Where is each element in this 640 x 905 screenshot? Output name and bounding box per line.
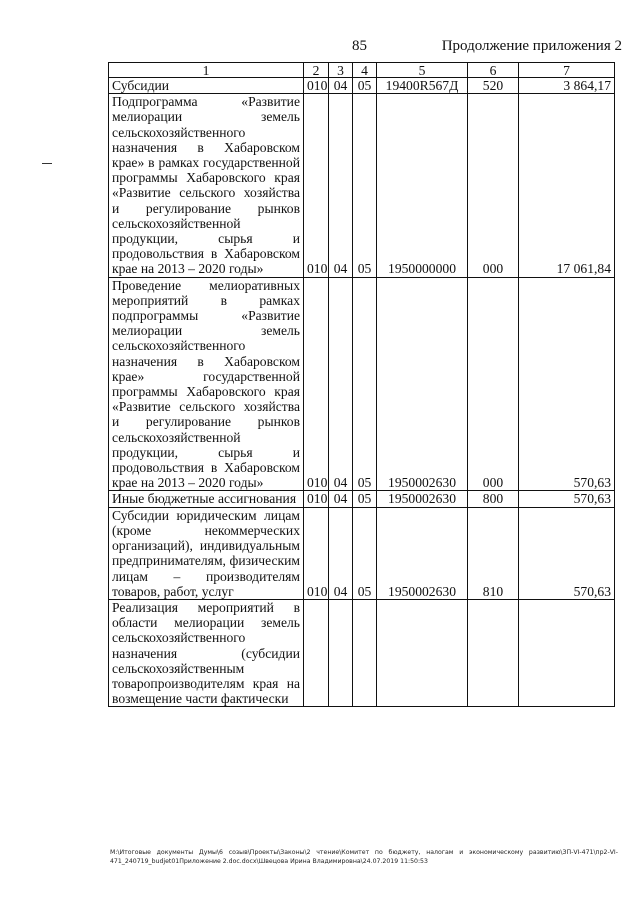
row-expense-type: 520 <box>468 78 519 94</box>
column-header: 3 <box>329 63 353 78</box>
row-amount <box>519 599 615 706</box>
row-chapter: 010 <box>304 491 329 507</box>
row-name: Субсидии юридическим лицам (кроме некоммерческих организаций), индивидуальным предпринимателям, физическим лицам – производителям товаров, работ, услуг <box>109 507 304 599</box>
continuation-label: Продолжение приложения 2 <box>441 38 622 54</box>
row-chapter: 010 <box>304 507 329 599</box>
table-row <box>109 78 615 94</box>
row-chapter: 010 <box>304 277 329 491</box>
column-header: 5 <box>377 63 468 78</box>
column-header: 1 <box>109 63 304 78</box>
row-name: Субсидии <box>109 78 304 94</box>
budget-table <box>108 62 615 707</box>
row-section: 04 <box>329 491 353 507</box>
column-header: 4 <box>353 63 377 78</box>
row-name: Иные бюджетные ассигнования <box>109 491 304 507</box>
row-expense-type <box>468 599 519 706</box>
row-amount: 3 864,17 <box>519 78 615 94</box>
document-path-footer: M:\Итоговые документы Думы\6 созыв\Проекты\Законы\2 чтение\Комитет по бюджету, налогам и экономическому развитию\ЗП-VI-471\пр2-VI-471_240719_budjet01Приложение 2.doc.docx\Швецова Ирина Владимировна\24.07.2019 11:50:53 <box>110 849 618 865</box>
row-amount: 570,63 <box>519 491 615 507</box>
table-row <box>109 491 615 507</box>
row-amount: 570,63 <box>519 277 615 491</box>
row-chapter: 010 <box>304 94 329 277</box>
row-section: 04 <box>329 78 353 94</box>
row-target-code: 1950002630 <box>377 491 468 507</box>
table-row <box>109 599 615 706</box>
row-section: 04 <box>329 94 353 277</box>
row-target-code: 1950002630 <box>377 507 468 599</box>
table-row <box>109 507 615 599</box>
row-subsection: 05 <box>353 94 377 277</box>
column-header: 6 <box>468 63 519 78</box>
margin-mark <box>42 163 52 164</box>
row-amount: 570,63 <box>519 507 615 599</box>
row-subsection: 05 <box>353 277 377 491</box>
row-target-code: 19400R567Д <box>377 78 468 94</box>
row-subsection: 05 <box>353 507 377 599</box>
column-header: 2 <box>304 63 329 78</box>
row-subsection: 05 <box>353 491 377 507</box>
row-name: Проведение мелиоративных мероприятий в рамках подпрограммы «Развитие мелиорации земель сельскохозяйственного назначения в Хабаровском крае» государственной программы Хабаровского края «Развитие сельского хозяйства и регулирование рынков сельскохозяйственной продукции, сырья и продовольствия в Хабаровском крае на 2013 – 2020 годы» <box>109 277 304 491</box>
row-target-code: 1950002630 <box>377 277 468 491</box>
table-header-row <box>109 63 615 78</box>
row-amount: 17 061,84 <box>519 94 615 277</box>
table-row <box>109 94 615 277</box>
row-expense-type: 000 <box>468 277 519 491</box>
row-subsection <box>353 599 377 706</box>
row-chapter: 010 <box>304 78 329 94</box>
row-target-code <box>377 599 468 706</box>
row-name: Подпрограмма «Развитие мелиорации земель сельскохозяйственного назначения в Хабаровском крае» в рамках государственной программы Хабаровского края «Развитие сельского хозяйства и регулирование рынков сельскохозяйственной продукции, сырья и продовольствия в Хабаровском крае на 2013 – 2020 годы» <box>109 94 304 277</box>
row-expense-type: 000 <box>468 94 519 277</box>
row-section: 04 <box>329 277 353 491</box>
row-section: 04 <box>329 507 353 599</box>
table-row <box>109 277 615 491</box>
row-section <box>329 599 353 706</box>
page-number: 85 <box>352 38 367 54</box>
column-header: 7 <box>519 63 615 78</box>
row-name: Реализация мероприятий в области мелиорации земель сельскохозяйственного назначения (субсидии сельскохозяйственным товаропроизводителям края на возмещение части фактически <box>109 599 304 706</box>
row-chapter <box>304 599 329 706</box>
row-expense-type: 800 <box>468 491 519 507</box>
row-expense-type: 810 <box>468 507 519 599</box>
row-target-code: 1950000000 <box>377 94 468 277</box>
row-subsection: 05 <box>353 78 377 94</box>
